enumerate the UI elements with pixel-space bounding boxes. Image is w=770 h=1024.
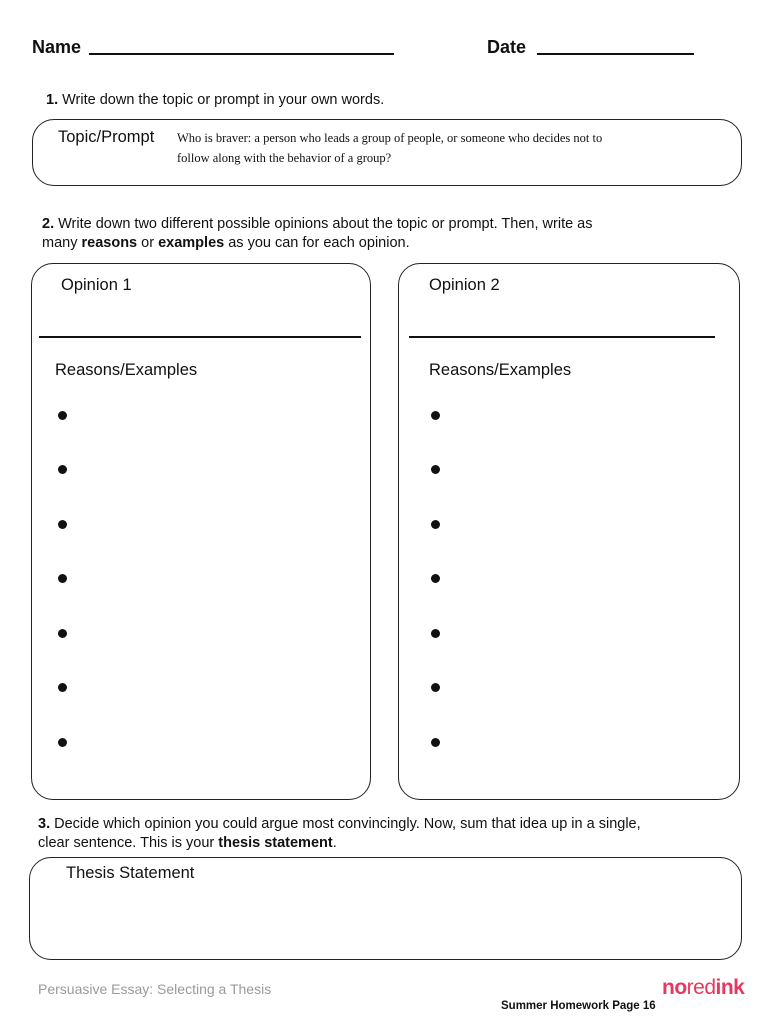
opinion-1-box	[31, 263, 371, 800]
bullet	[431, 411, 440, 420]
bullet	[58, 411, 67, 420]
instruction-2-text-a: Write down two different possible opinions about the topic or prompt. Then, write as	[58, 216, 593, 232]
bullet	[431, 738, 440, 747]
opinion-2-answer-line[interactable]	[409, 336, 715, 338]
bullet	[431, 465, 440, 474]
bullet	[431, 574, 440, 583]
opinion-2-title: Opinion 2	[429, 276, 500, 294]
opinion-1-answer-line[interactable]	[39, 336, 361, 338]
bullet	[58, 738, 67, 747]
bullet	[58, 629, 67, 638]
bullet	[58, 574, 67, 583]
noredink-logo	[662, 976, 744, 1000]
instruction-2-text-post: as you can for each opinion.	[228, 235, 410, 251]
name-field-line[interactable]	[89, 53, 394, 55]
date-label: Date	[487, 37, 527, 57]
topic-prompt-box	[32, 119, 742, 186]
bullet	[58, 683, 67, 692]
opinion-1-reasons-label: Reasons/Examples	[55, 361, 198, 379]
instruction-3	[38, 815, 758, 853]
instruction-1	[46, 91, 384, 110]
instruction-2-number: 2.	[42, 216, 55, 232]
instruction-2	[42, 215, 742, 253]
instruction-3-text-pre: clear sentence. This is your	[38, 835, 215, 851]
instruction-3-text-a: Decide which opinion you could argue most convincingly. Now, sum that idea up in a single,	[54, 816, 641, 832]
opinion-2-reasons-label: Reasons/Examples	[429, 361, 572, 379]
topic-prompt-title: Topic/Prompt	[58, 128, 155, 146]
instruction-1-number: 1.	[46, 92, 59, 108]
bullet	[58, 520, 67, 529]
prompt-line-1: Who is braver: a person who leads a group of people, or someone who decides not to	[177, 131, 603, 145]
instruction-1-text: Write down the topic or prompt in your own words.	[62, 92, 385, 108]
bullet	[431, 683, 440, 692]
instruction-2-text-pre: many	[42, 235, 78, 251]
page-number: Summer Homework Page 16	[501, 1000, 656, 1012]
footer-title: Persuasive Essay: Selecting a Thesis	[38, 981, 272, 997]
logo-no: no	[662, 976, 687, 999]
bullet	[431, 520, 440, 529]
prompt-line-2: follow along with the behavior of a group?	[177, 151, 392, 165]
thesis-statement-title: Thesis Statement	[66, 864, 195, 882]
instruction-3-bold: thesis statement	[218, 835, 333, 851]
thesis-statement-box[interactable]	[29, 857, 742, 960]
name-label: Name	[32, 37, 82, 57]
instruction-3-text-post: .	[332, 835, 337, 851]
opinion-2-box	[398, 263, 740, 800]
bullet	[431, 629, 440, 638]
date-field-line[interactable]	[537, 53, 694, 55]
instruction-2-or: or	[141, 235, 155, 251]
topic-prompt-text	[177, 128, 737, 168]
logo-ink: ink	[715, 976, 745, 999]
instruction-2-examples: examples	[158, 235, 225, 251]
instruction-2-reasons: reasons	[81, 235, 138, 251]
instruction-3-number: 3.	[38, 816, 51, 832]
bullet	[58, 465, 67, 474]
opinion-1-title: Opinion 1	[61, 276, 132, 294]
logo-red: red	[686, 976, 716, 999]
